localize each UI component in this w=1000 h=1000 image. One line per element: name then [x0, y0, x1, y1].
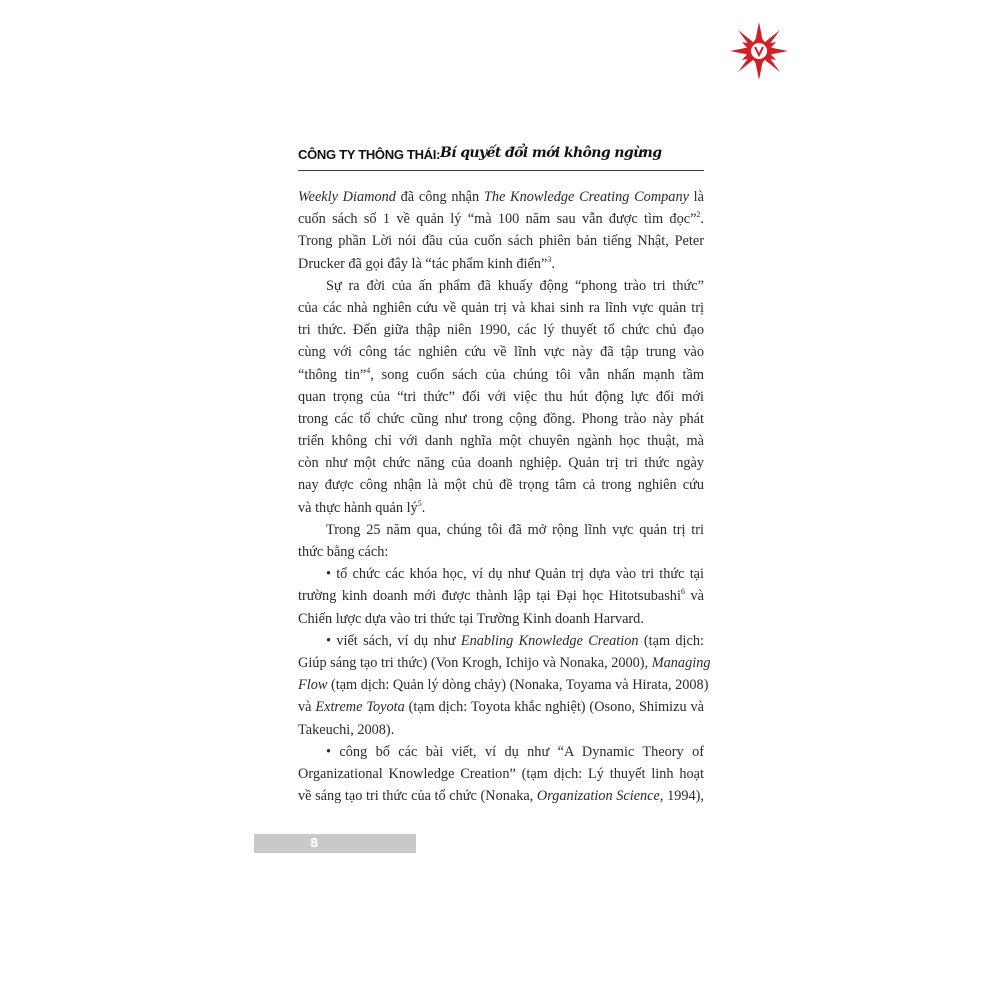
page-footer-bar	[254, 834, 416, 853]
text-line: Flow (tạm dịch: Quản lý dòng chảy) (Nonaka, Toyama và Hirata, 2008)	[298, 677, 709, 694]
text-line: và Extreme Toyota (tạm dịch: Toyota khắc nghiệt) (Osono, Shimizu và	[298, 699, 704, 716]
text-line: Weekly Diamond đã công nhận The Knowledge Creating Company là	[298, 189, 704, 205]
footnote-ref: 4	[366, 365, 371, 375]
running-header	[298, 146, 704, 171]
bullet-item: • tổ chức các khóa học, ví dụ như Quản trị dựa vào tri thức tại	[326, 566, 704, 583]
page-body	[298, 186, 711, 807]
header-subtitle: Bí quyết đổi mới không ngừng	[440, 145, 662, 161]
text-line: Trong 25 năm qua, chúng tôi đã mở rộng lĩnh vực quản trị tri	[326, 521, 704, 538]
text-line: thức bằng cách:	[298, 544, 389, 560]
footnote-ref: 2	[696, 210, 701, 220]
header-company: CÔNG TY THÔNG THÁI:	[298, 147, 441, 162]
text-line: và thực hành quản $lý^5$.	[298, 498, 426, 516]
text-line: Takeuchi, 2008).	[298, 721, 395, 738]
text-line: Chiến lược dựa vào tri thức tại Trường Kinh doanh Harvard.	[298, 610, 644, 627]
publisher-logo-icon	[728, 20, 790, 82]
text-line: tri thức. Đến giữa thập niên 1990, các lý thuyết tổ chức chủ đạo	[298, 322, 704, 339]
bullet-item: • công bố các bài viết, ví dụ như “A Dynamic Theory of	[326, 743, 704, 760]
text-line: quan trọng của “tri thức” đối với việc thu hút động lực đổi mới	[298, 388, 704, 405]
text-line: trường kinh doanh mới được thành lập tại Đại học Hitotsubashi$^6$ và	[298, 587, 705, 605]
text-line: Giúp sáng tạo tri thức) (Von Krogh, Ichijo và Nonaka, 2000), Managing	[298, 654, 711, 671]
page-number: 8	[310, 836, 319, 850]
text-line: Drucker đã gọi đây là “tác phẩm kinh điển”$^3$.	[298, 254, 555, 272]
footnote-ref: 3	[547, 254, 552, 264]
text-line: cuốn sách số 1 về quản lý “mà 100 năm sau vẫn được tìm đọc”$^2$.	[298, 210, 704, 228]
text-line: “thông tin”$^4$, song cuốn sách của chúng tôi vẫn nhấn mạnh tầm	[298, 365, 704, 383]
text-line: nay được công nhận là một chủ đề trọng tâm cả trong nghiên cứu	[298, 477, 704, 494]
text-line: Sự ra đời của ấn phẩm đã khuấy động “phong trào tri thức”	[326, 277, 704, 294]
footnote-ref: 5	[417, 498, 422, 508]
text-line: trong các tổ chức cũng như trong cộng đồng. Phong trào này phát	[298, 410, 704, 427]
text-line: Organizational Knowledge Creation” (tạm dịch: Lý thuyết linh hoạt	[298, 765, 704, 782]
text-line: của các nhà nghiên cứu về quản trị và khai sinh ra lĩnh vực quản trị	[298, 299, 704, 316]
text-line: triển không chỉ với danh nghĩa một chuyên ngành học thuật, mà	[298, 433, 704, 450]
text-line: còn như một chức năng của doanh nghiệp. Quản trị tri thức ngày	[298, 455, 704, 472]
footnote-ref: 6	[680, 587, 685, 597]
text-line: Trong phần Lời nói đầu của cuốn sách phiên bản tiếng Nhật, Peter	[298, 233, 704, 250]
bullet-item: • viết sách, ví dụ như Enabling Knowledge Creation (tạm dịch:	[326, 632, 705, 649]
text-line: về sáng tạo tri thức của tổ chức (Nonaka, Organization Science, 1994),	[298, 788, 704, 805]
text-line: cùng với công tác nghiên cứu về lĩnh vực này đã tập trung vào	[298, 344, 704, 361]
